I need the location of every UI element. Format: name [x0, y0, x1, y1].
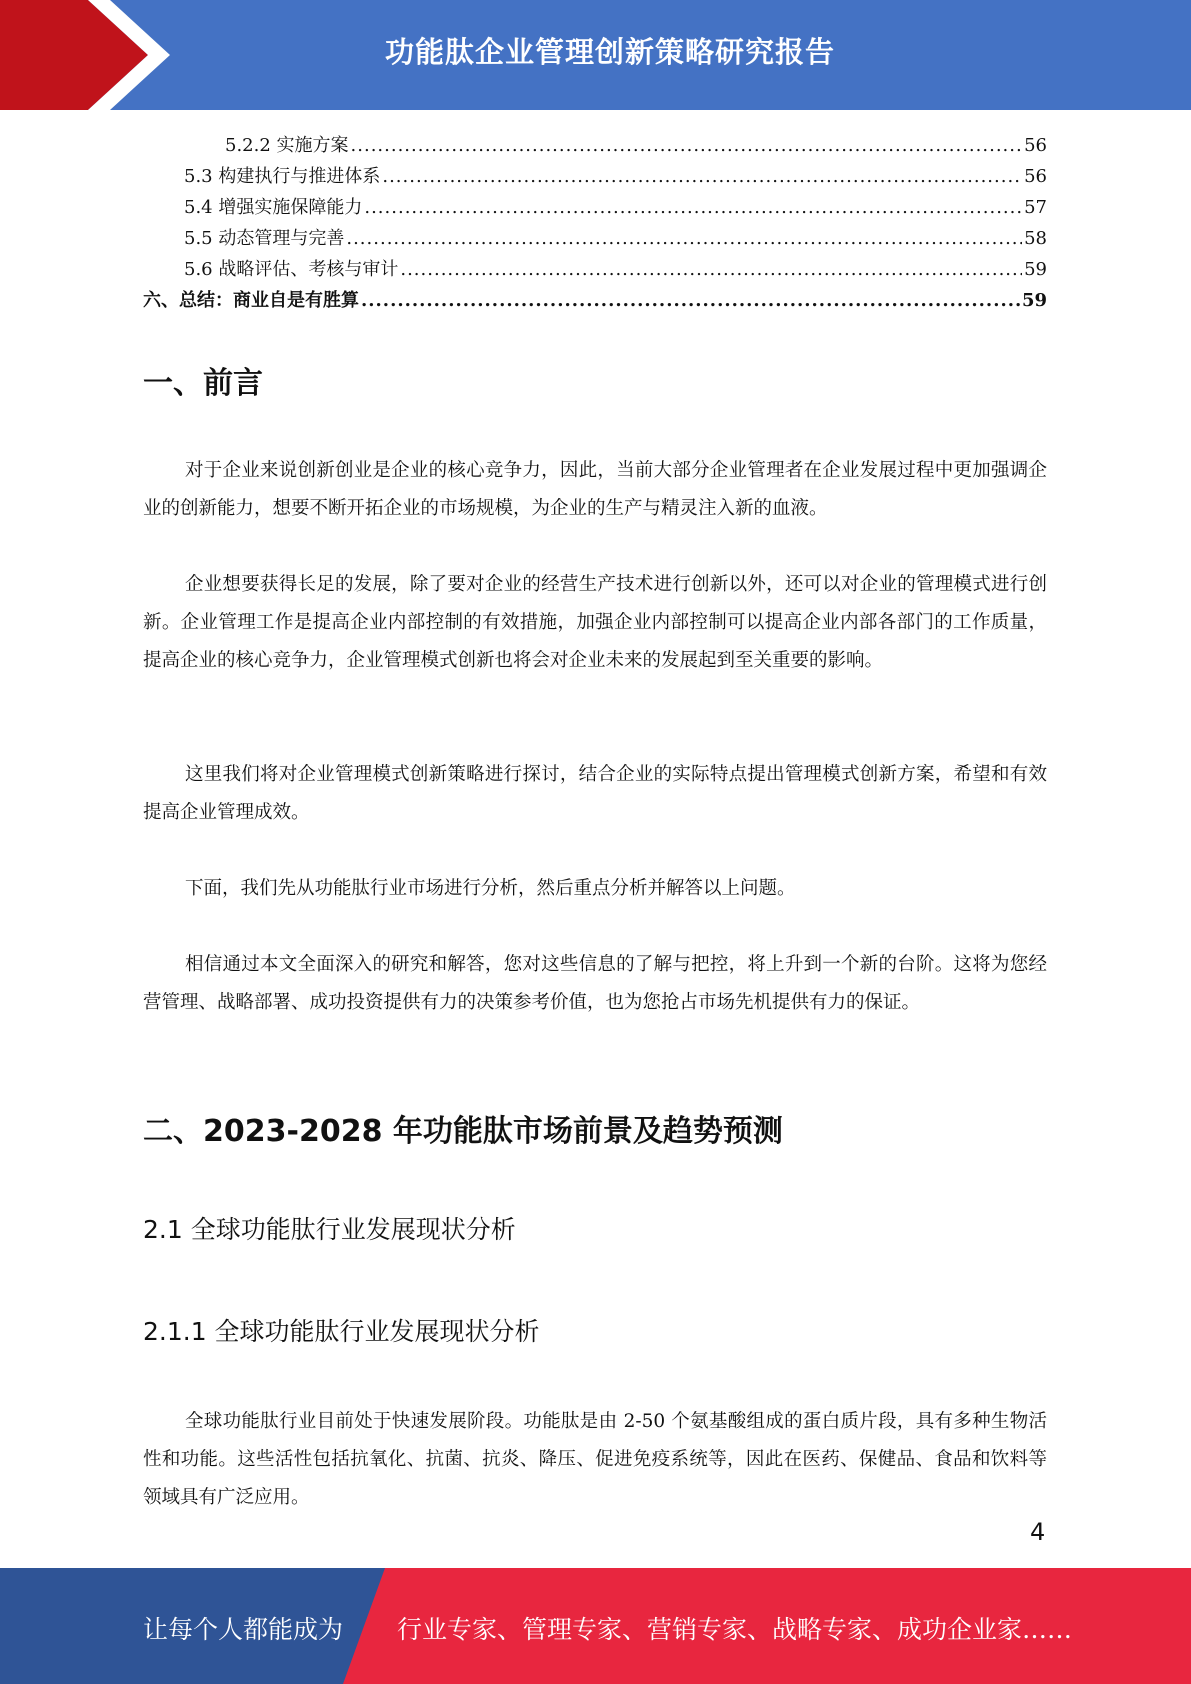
page-header [0, 0, 1191, 110]
toc-entry-page: 57 [1024, 197, 1047, 218]
page-number: 4 [1030, 1518, 1046, 1546]
subsection-heading: 2.1.1 全球功能肽行业发展现状分析 [143, 1317, 540, 1346]
toc-entry[interactable] [143, 254, 1047, 285]
preface-paragraph: 下面，我们先从功能肽行业市场进行分析，然后重点分析并解答以上问题。 [185, 878, 796, 899]
market-heading: 二、2023-2028 年功能肽市场前景及趋势预测 [143, 1114, 783, 1149]
toc-entry-page: 59 [1024, 259, 1047, 280]
toc-leader-dots [400, 254, 1022, 285]
toc-entry[interactable] [143, 130, 1047, 161]
toc-leader-dots [361, 285, 1020, 316]
toc-leader-dots [351, 130, 1023, 161]
preface-paragraph: 相信通过本文全面深入的研究和解答，您对这些信息的了解与把控，将上升到一个新的台阶。这将为您经营管理、战略部署、成功投资提供有力的决策参考价值，也为您抢占市场先机提供有力的保证。 [143, 954, 1047, 1013]
toc-entry-page: 58 [1024, 228, 1047, 249]
toc-entry-label: 六、总结：商业自是有胜算 [143, 290, 359, 311]
subsection-heading: 2.1 全球功能肽行业发展现状分析 [143, 1215, 516, 1244]
preface-heading: 一、前言 [143, 366, 263, 401]
toc-leader-dots [364, 192, 1022, 223]
preface-paragraph: 企业想要获得长足的发展，除了要对企业的经营生产技术进行创新以外，还可以对企业的管理模式进行创新。企业管理工作是提高企业内部控制的有效措施，加强企业内部控制可以提高企业内部各部门的工作质量，提高企业的核心竞争力，企业管理模式创新也将会对企业未来的发展起到至关重要的影响。 [143, 574, 1047, 671]
toc-leader-dots [382, 161, 1022, 192]
toc-entry-label: 5.2.2 实施方案 [225, 135, 349, 156]
toc-entry[interactable] [143, 192, 1047, 223]
toc-entry-label: 5.5 动态管理与完善 [184, 228, 345, 249]
toc-entry[interactable] [143, 161, 1047, 192]
footer-slogan-right: 行业专家、管理专家、营销专家、战略专家、成功企业家…… [397, 1615, 1073, 1644]
preface-paragraph: 对于企业来说创新创业是企业的核心竞争力，因此，当前大部分企业管理者在企业发展过程中更加强调企业的创新能力，想要不断开拓企业的市场规模，为企业的生产与精灵注入新的血液。 [143, 460, 1047, 519]
toc-entry[interactable] [143, 223, 1047, 254]
toc-leader-dots [346, 223, 1022, 254]
footer-slogan-left: 让每个人都能成为 [143, 1615, 344, 1644]
toc-entry-page: 56 [1024, 135, 1047, 156]
toc-entry[interactable] [143, 285, 1047, 316]
toc-entry-page: 59 [1021, 290, 1047, 311]
market-paragraph: 全球功能肽行业目前处于快速发展阶段。功能肽是由 2-50 个氨基酸组成的蛋白质片段，具有多种生物活性和功能。这些活性包括抗氧化、抗菌、抗炎、降压、促进免疫系统等，因此在医药、保健品、食品和饮料等领域具有广泛应用。 [143, 1411, 1047, 1508]
table-of-contents [143, 130, 1047, 316]
toc-entry-page: 56 [1024, 166, 1047, 187]
report-title: 功能肽企业管理创新策略研究报告 [384, 35, 835, 69]
toc-entry-label: 5.6 战略评估、考核与审计 [184, 259, 399, 280]
page-footer [0, 1568, 1191, 1684]
toc-entry-label: 5.3 构建执行与推进体系 [184, 166, 381, 187]
preface-paragraph: 这里我们将对企业管理模式创新策略进行探讨，结合企业的实际特点提出管理模式创新方案，希望和有效提高企业管理成效。 [143, 764, 1047, 823]
toc-entry-label: 5.4 增强实施保障能力 [184, 197, 363, 218]
